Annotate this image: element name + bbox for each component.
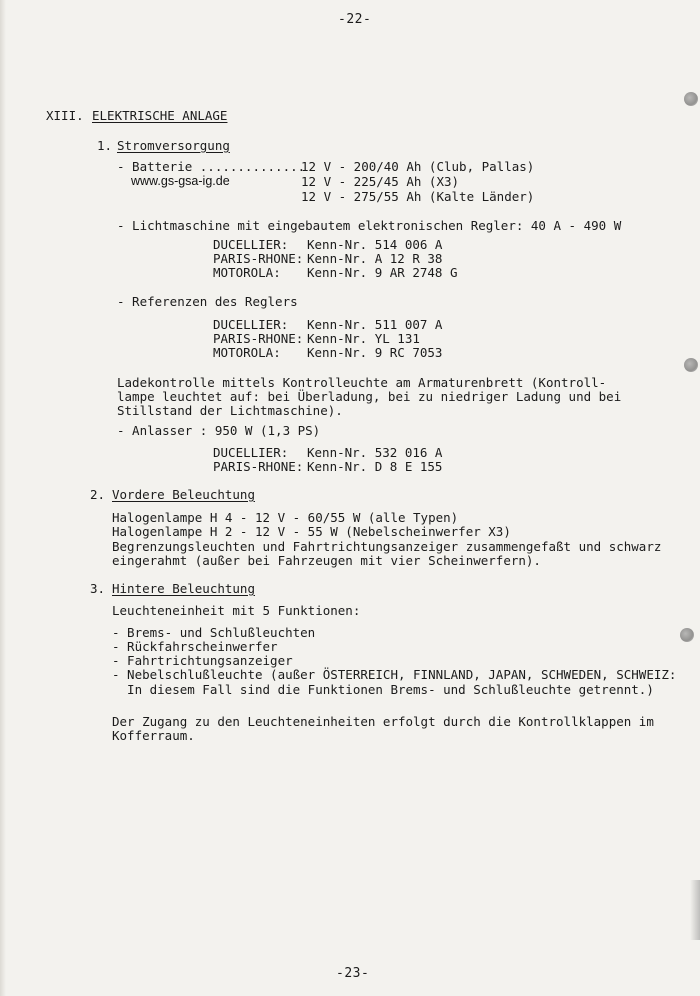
lade-line-2: lampe leuchtet auf: bei Überladung, bei zu niedriger Ladung und bei	[117, 389, 622, 404]
anlasser-line: - Anlasser : 950 W (1,3 PS)	[117, 423, 321, 438]
section-title: ELEKTRISCHE ANLAGE	[92, 108, 228, 123]
regler-line: - Referenzen des Reglers	[117, 294, 298, 309]
zugang-line-2: Kofferraum.	[112, 728, 195, 743]
s3-item-4: - Nebelschlußleuchte (außer ÖSTERREICH, FINNLAND, JAPAN, SCHWEDEN, SCHWEIZ:	[112, 667, 677, 682]
lade-line-3: Stillstand der Lichtmaschine).	[117, 403, 343, 418]
regler-maker-3: MOTOROLA:	[213, 345, 281, 360]
licht-nr-1: Kenn-Nr. 514 006 A	[307, 237, 443, 252]
zugang-line-1: Der Zugang zu den Leuchteneinheiten erfolgt durch die Kontrollklappen im	[112, 714, 654, 729]
licht-nr-2: Kenn-Nr. A 12 R 38	[307, 251, 443, 266]
batterie-value-3: 12 V - 275/55 Ah (Kalte Länder)	[301, 189, 535, 204]
s3-item-1: - Brems- und Schlußleuchten	[112, 625, 316, 640]
licht-maker-2: PARIS-RHONE:	[213, 251, 304, 266]
website-stamp: www.gs-gsa-ig.de	[131, 174, 230, 188]
regler-nr-1: Kenn-Nr. 511 007 A	[307, 317, 443, 332]
s3-title: Hintere Beleuchtung	[112, 581, 255, 596]
regler-maker-2: PARIS-RHONE:	[213, 331, 304, 346]
footer-page-number: -23-	[336, 966, 370, 981]
s3-item-2: - Rückfahrscheinwerfer	[112, 639, 278, 654]
s3-number: 3.	[90, 581, 106, 596]
batterie-label: - Batterie ..............	[117, 159, 306, 174]
regler-nr-3: Kenn-Nr. 9 RC 7053	[307, 345, 443, 360]
lade-line-1: Ladekontrolle mittels Kontrolleuchte am Armaturenbrett (Kontroll-	[117, 375, 607, 390]
batterie-value-2: 12 V - 225/45 Ah (X3)	[301, 174, 460, 189]
anlasser-nr-2: Kenn-Nr. D 8 E 155	[307, 459, 443, 474]
section-number: XIII.	[46, 108, 84, 123]
lichtmaschine-line: - Lichtmaschine mit eingebautem elektronischen Regler: 40 A - 490 W	[117, 218, 622, 233]
s3-item-5: In diesem Fall sind die Funktionen Brems- und Schlußleuchte getrennt.)	[112, 682, 654, 697]
punch-hole-2	[684, 358, 698, 372]
s2-title: Vordere Beleuchtung	[112, 487, 255, 502]
licht-maker-1: DUCELLIER:	[213, 237, 289, 252]
punch-hole-3	[680, 628, 694, 642]
punch-hole-1	[684, 92, 698, 106]
anlasser-nr-1: Kenn-Nr. 532 016 A	[307, 445, 443, 460]
s2-line-2: Halogenlampe H 2 - 12 V - 55 W (Nebelscheinwerfer X3)	[112, 524, 511, 539]
header-page-number: -22-	[338, 12, 372, 27]
s2-line-4: eingerahmt (außer bei Fahrzeugen mit vier Scheinwerfern).	[112, 553, 541, 568]
s1-title: Stromversorgung	[117, 138, 230, 153]
s2-line-1: Halogenlampe H 4 - 12 V - 60/55 W (alle Typen)	[112, 510, 459, 525]
edge-shadow	[690, 880, 700, 940]
licht-maker-3: MOTOROLA:	[213, 265, 281, 280]
s1-number: 1.	[97, 138, 113, 153]
s2-number: 2.	[90, 487, 106, 502]
regler-nr-2: Kenn-Nr. YL 131	[307, 331, 420, 346]
anlasser-maker-1: DUCELLIER:	[213, 445, 289, 460]
s2-line-3: Begrenzungsleuchten und Fahrtrichtungsanzeiger zusammengefaßt und schwarz	[112, 539, 662, 554]
anlasser-maker-2: PARIS-RHONE:	[213, 459, 304, 474]
s3-intro: Leuchteneinheit mit 5 Funktionen:	[112, 603, 361, 618]
licht-nr-3: Kenn-Nr. 9 AR 2748 G	[307, 265, 458, 280]
page-edge	[0, 0, 6, 996]
regler-maker-1: DUCELLIER:	[213, 317, 289, 332]
batterie-value-1: 12 V - 200/40 Ah (Club, Pallas)	[301, 159, 535, 174]
s3-item-3: - Fahrtrichtungsanzeiger	[112, 653, 293, 668]
